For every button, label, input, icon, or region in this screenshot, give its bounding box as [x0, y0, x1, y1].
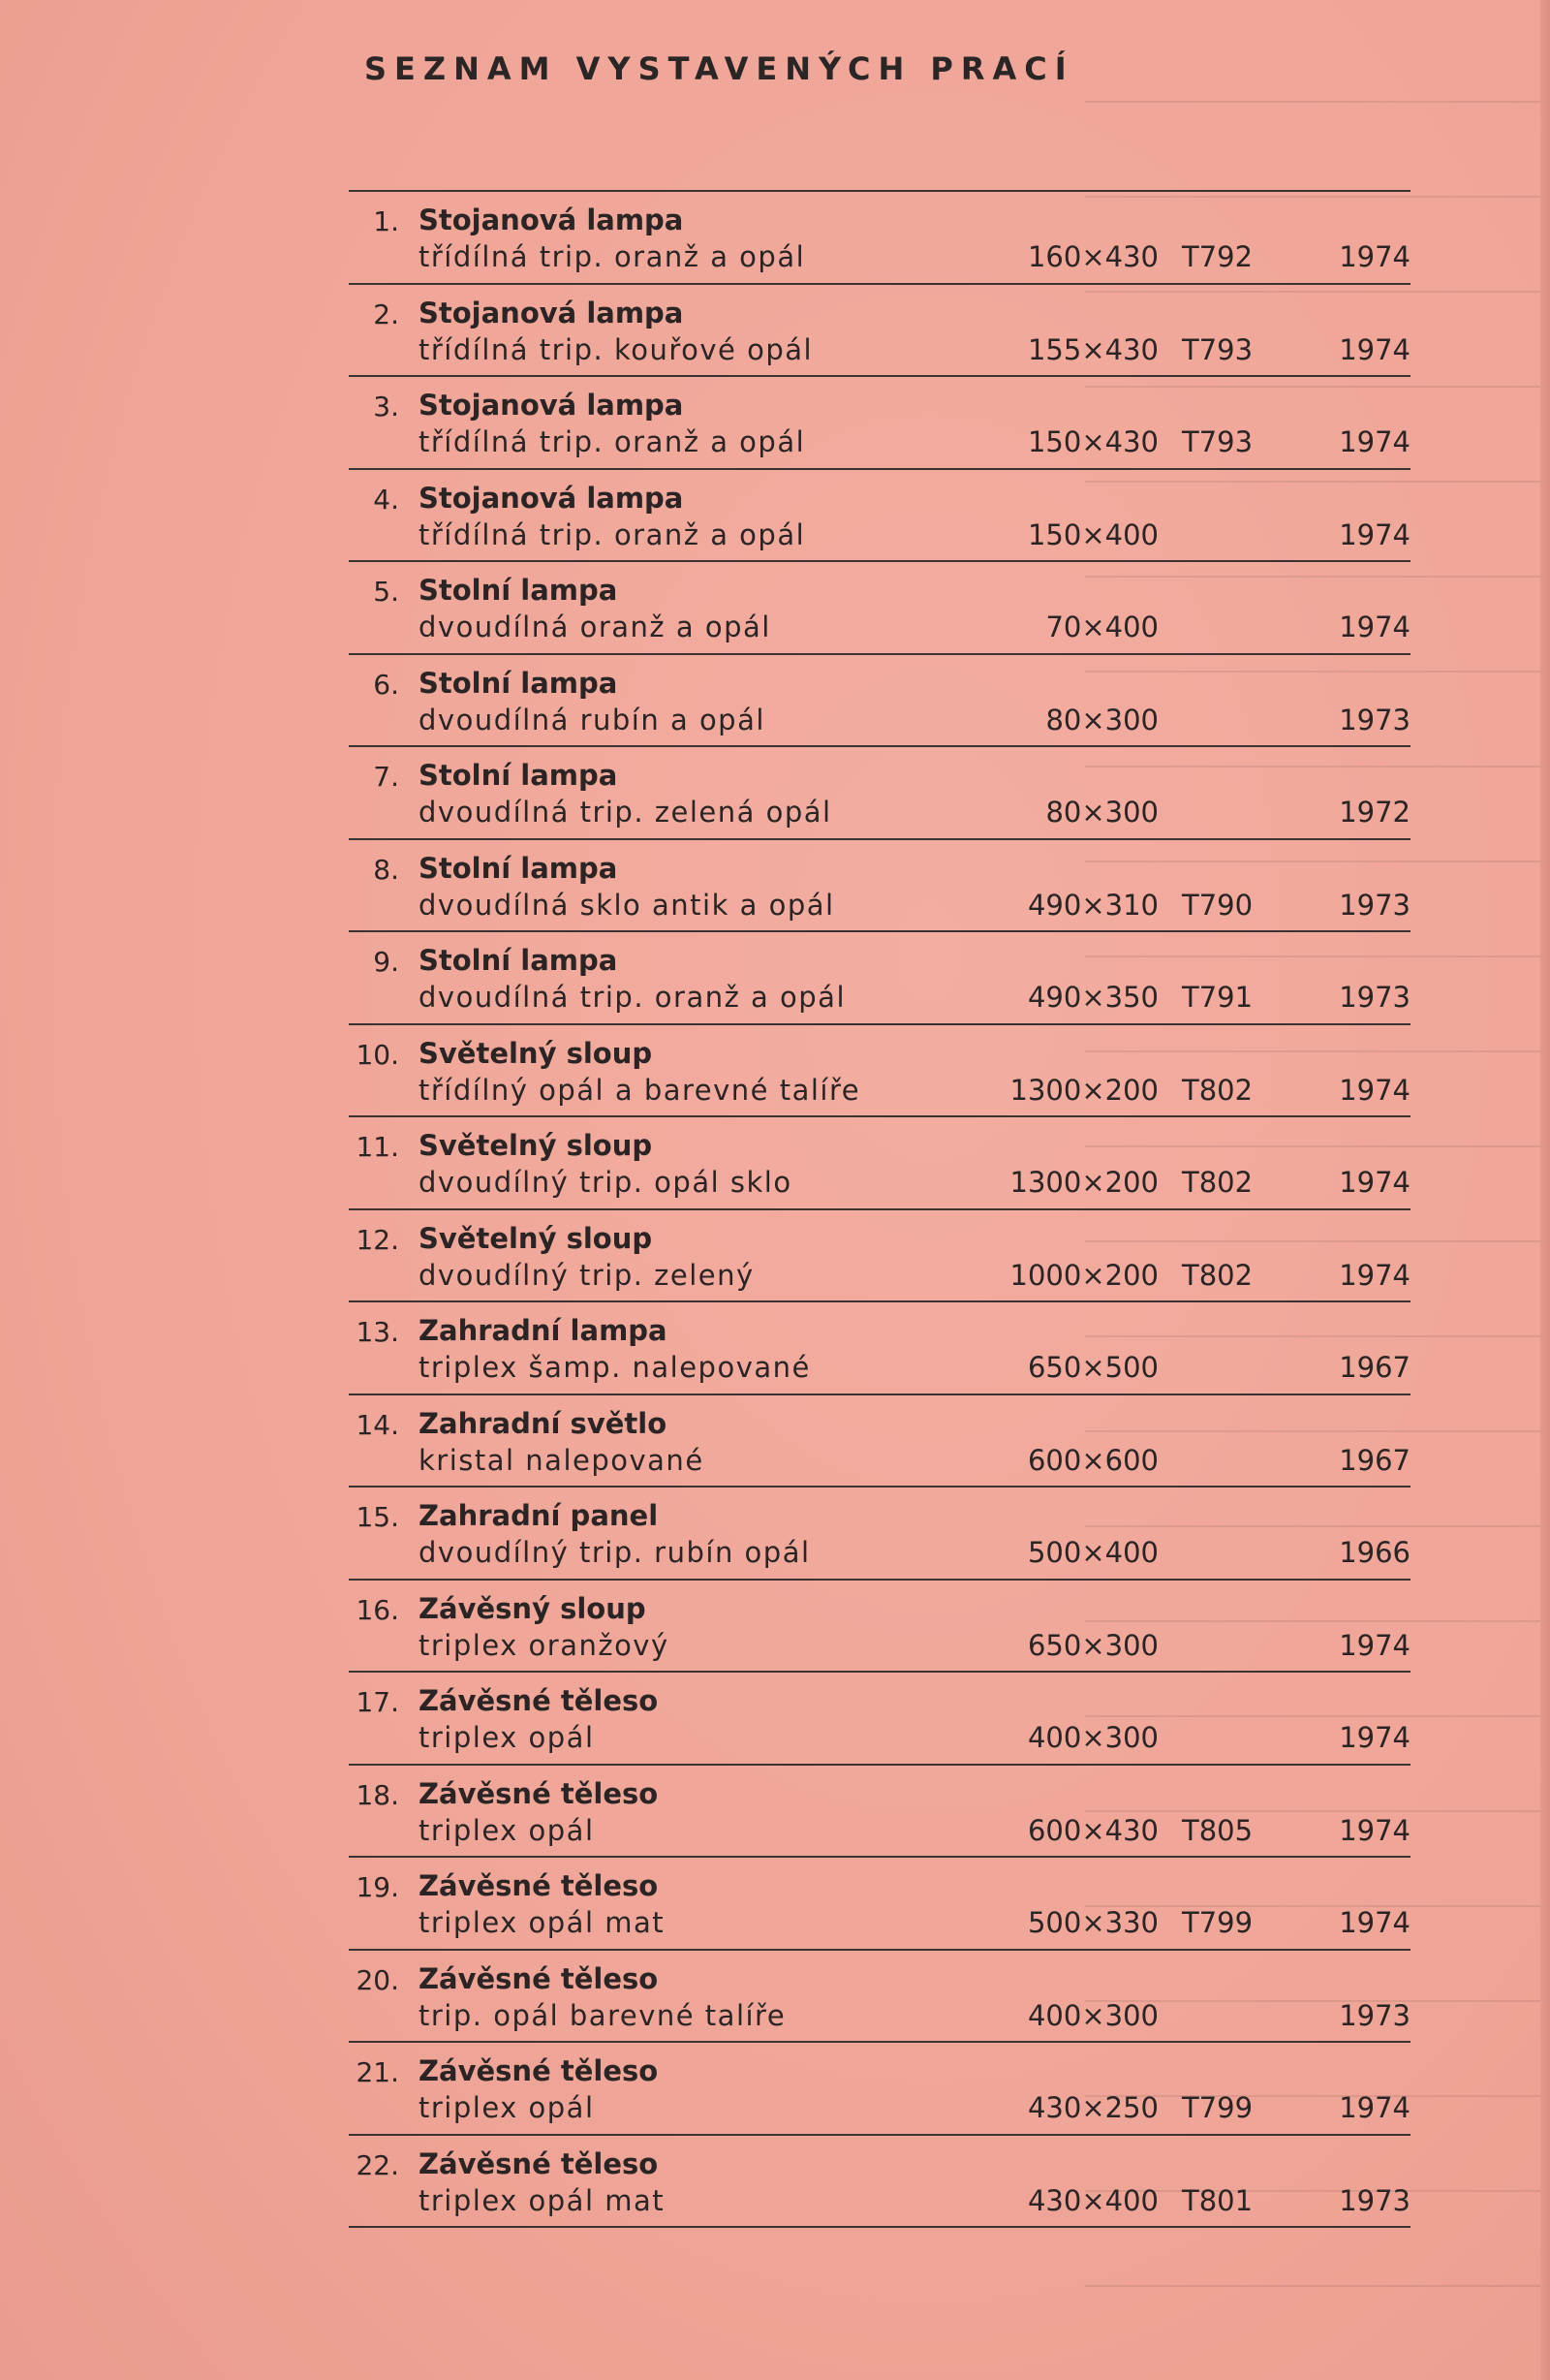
item-dimensions: 600⨯430 [1027, 1813, 1159, 1847]
item-year: 1973 [1339, 703, 1410, 736]
item-number: 1. [373, 205, 399, 237]
item-dimensions: 150⨯400 [1027, 517, 1159, 551]
list-item [349, 2136, 1410, 2229]
item-name: Světelný sloup [418, 1129, 653, 1162]
item-number: 5. [373, 576, 399, 608]
item-year: 1973 [1339, 2183, 1410, 2217]
item-dimensions: 70⨯400 [1045, 611, 1159, 643]
item-year: 1974 [1339, 2091, 1410, 2124]
list-item [349, 840, 1410, 933]
item-number: 16. [356, 1593, 399, 1626]
item-name: Stolní lampa [418, 759, 618, 792]
item-number: 3. [373, 391, 399, 423]
item-description: dvoudílný trip. rubín opál [418, 1536, 811, 1569]
item-description: triplex opál mat [418, 2183, 666, 2217]
item-dimensions: 150⨯430 [1027, 425, 1159, 458]
item-year: 1974 [1339, 1166, 1410, 1199]
item-number: 20. [356, 1963, 399, 1996]
item-number: 17. [356, 1686, 399, 1718]
item-dimensions: 155⨯430 [1027, 332, 1159, 366]
item-number: 8. [373, 853, 399, 886]
item-name: Závěsné těleso [418, 1776, 659, 1810]
item-description: třídílná trip. kouřové opál [418, 332, 814, 366]
list-item [349, 1858, 1410, 1951]
item-year: 1974 [1339, 332, 1410, 366]
item-year: 1974 [1339, 240, 1410, 273]
list-item [349, 747, 1410, 840]
item-name: Závěsné těleso [418, 1869, 659, 1902]
item-name: Stolní lampa [418, 574, 618, 607]
item-dimensions: 400⨯300 [1027, 1998, 1159, 2032]
item-code: T805 [1182, 1813, 1254, 1847]
item-number: 2. [373, 298, 399, 330]
item-dimensions: 490⨯350 [1027, 981, 1159, 1014]
document-title: SEZNAM VYSTAVENÝCH PRACÍ [364, 50, 1074, 87]
item-description: dvoudílná trip. zelená opál [418, 796, 832, 829]
item-dimensions: 430⨯250 [1027, 2091, 1159, 2124]
item-name: Světelný sloup [418, 1221, 653, 1255]
list-item [349, 1673, 1410, 1766]
item-name: Závěsný sloup [418, 1591, 646, 1625]
item-number: 18. [356, 1778, 399, 1811]
item-year: 1974 [1339, 1906, 1410, 1939]
item-year: 1973 [1339, 888, 1410, 922]
list-item [349, 285, 1410, 378]
item-name: Zahradní lampa [418, 1314, 667, 1347]
item-year: 1974 [1339, 1628, 1410, 1662]
paper-edge [1540, 0, 1550, 2380]
item-description: dvoudílný trip. zelený [418, 1258, 755, 1292]
works-list [349, 190, 1410, 2228]
item-year: 1974 [1339, 611, 1410, 643]
list-item [349, 1302, 1410, 1395]
list-item [349, 562, 1410, 655]
item-description: dvoudílná oranž a opál [418, 611, 771, 643]
item-name: Závěsné těleso [418, 1684, 659, 1717]
list-item [349, 1025, 1410, 1118]
item-code: T792 [1182, 240, 1254, 273]
item-dimensions: 650⨯300 [1027, 1628, 1159, 1662]
item-name: Zahradní světlo [418, 1406, 667, 1440]
item-code: T799 [1182, 2091, 1254, 2124]
item-code: T790 [1182, 888, 1254, 922]
item-description: dvoudílná trip. oranž a opál [418, 981, 847, 1014]
item-name: Závěsné těleso [418, 2054, 659, 2087]
item-dimensions: 1000⨯200 [1009, 1258, 1159, 1292]
item-name: Závěsné těleso [418, 2146, 659, 2180]
list-item [349, 932, 1410, 1025]
item-number: 22. [356, 2148, 399, 2181]
list-item [349, 377, 1410, 470]
item-name: Zahradní panel [418, 1499, 659, 1532]
item-dimensions: 650⨯500 [1027, 1351, 1159, 1384]
item-number: 10. [356, 1038, 399, 1071]
item-description: třídílný opál a barevné talíře [418, 1073, 861, 1107]
item-description: třídílná trip. oranž a opál [418, 425, 806, 458]
list-item [349, 1117, 1410, 1210]
item-number: 13. [356, 1316, 399, 1348]
item-description: triplex opál [418, 1721, 595, 1754]
item-description: triplex šamp. nalepované [418, 1351, 811, 1384]
item-dimensions: 1300⨯200 [1009, 1166, 1159, 1199]
item-code: T802 [1182, 1258, 1254, 1292]
item-year: 1974 [1339, 1813, 1410, 1847]
item-name: Stolní lampa [418, 851, 618, 885]
item-dimensions: 500⨯330 [1027, 1906, 1159, 1939]
item-dimensions: 430⨯400 [1027, 2183, 1159, 2217]
item-number: 6. [373, 668, 399, 701]
item-number: 4. [373, 483, 399, 516]
item-description: dvoudílná rubín a opál [418, 703, 765, 736]
item-name: Stojanová lampa [418, 389, 684, 422]
item-dimensions: 1300⨯200 [1009, 1073, 1159, 1107]
item-dimensions: 500⨯400 [1027, 1536, 1159, 1569]
item-name: Stojanová lampa [418, 296, 684, 329]
item-year: 1967 [1339, 1351, 1410, 1384]
item-number: 7. [373, 761, 399, 793]
item-number: 12. [356, 1223, 399, 1256]
item-number: 14. [356, 1408, 399, 1441]
item-name: Světelný sloup [418, 1036, 653, 1070]
item-description: dvoudílný trip. opál sklo [418, 1166, 792, 1199]
item-year: 1974 [1339, 425, 1410, 458]
item-dimensions: 490⨯310 [1027, 888, 1159, 922]
item-name: Stolní lampa [418, 666, 618, 700]
item-description: dvoudílná sklo antik a opál [418, 888, 835, 922]
item-code: T802 [1182, 1073, 1254, 1107]
item-number: 19. [356, 1871, 399, 1903]
item-year: 1973 [1339, 1998, 1410, 2032]
item-dimensions: 400⨯300 [1027, 1721, 1159, 1754]
list-item [349, 1488, 1410, 1581]
item-year: 1972 [1339, 796, 1410, 829]
item-dimensions: 600⨯600 [1027, 1443, 1159, 1477]
list-item [349, 192, 1410, 285]
item-description: kristal nalepované [418, 1443, 704, 1477]
item-name: Závěsné těleso [418, 1961, 659, 1995]
item-name: Stolní lampa [418, 944, 618, 977]
item-year: 1974 [1339, 517, 1410, 551]
item-description: třídílná trip. oranž a opál [418, 240, 806, 273]
item-dimensions: 160⨯430 [1027, 240, 1159, 273]
item-number: 21. [356, 2056, 399, 2088]
item-description: třídílná trip. oranž a opál [418, 517, 806, 551]
item-dimensions: 80⨯300 [1045, 703, 1159, 736]
item-year: 1974 [1339, 1073, 1410, 1107]
list-item [349, 1766, 1410, 1859]
item-number: 9. [373, 946, 399, 978]
list-item [349, 1210, 1410, 1303]
item-year: 1973 [1339, 981, 1410, 1014]
item-code: T799 [1182, 1906, 1254, 1939]
item-year: 1966 [1339, 1536, 1410, 1569]
item-name: Stojanová lampa [418, 481, 684, 515]
list-item [349, 2043, 1410, 2136]
item-dimensions: 80⨯300 [1045, 796, 1159, 829]
item-year: 1974 [1339, 1721, 1410, 1754]
item-description: triplex oranžový [418, 1628, 669, 1662]
list-item [349, 470, 1410, 563]
item-number: 15. [356, 1501, 399, 1533]
item-year: 1974 [1339, 1258, 1410, 1292]
item-code: T802 [1182, 1166, 1254, 1199]
list-item [349, 1581, 1410, 1674]
item-year: 1967 [1339, 1443, 1410, 1477]
item-description: triplex opál mat [418, 1906, 666, 1939]
item-description: triplex opál [418, 1813, 595, 1847]
item-code: T793 [1182, 425, 1254, 458]
item-name: Stojanová lampa [418, 204, 684, 236]
list-item [349, 1395, 1410, 1488]
list-item [349, 1951, 1410, 2044]
item-code: T801 [1182, 2183, 1254, 2217]
item-number: 11. [356, 1131, 399, 1163]
item-code: T793 [1182, 332, 1254, 366]
item-code: T791 [1182, 981, 1254, 1014]
item-description: trip. opál barevné talíře [418, 1998, 787, 2032]
list-item [349, 655, 1410, 748]
item-description: triplex opál [418, 2091, 595, 2124]
